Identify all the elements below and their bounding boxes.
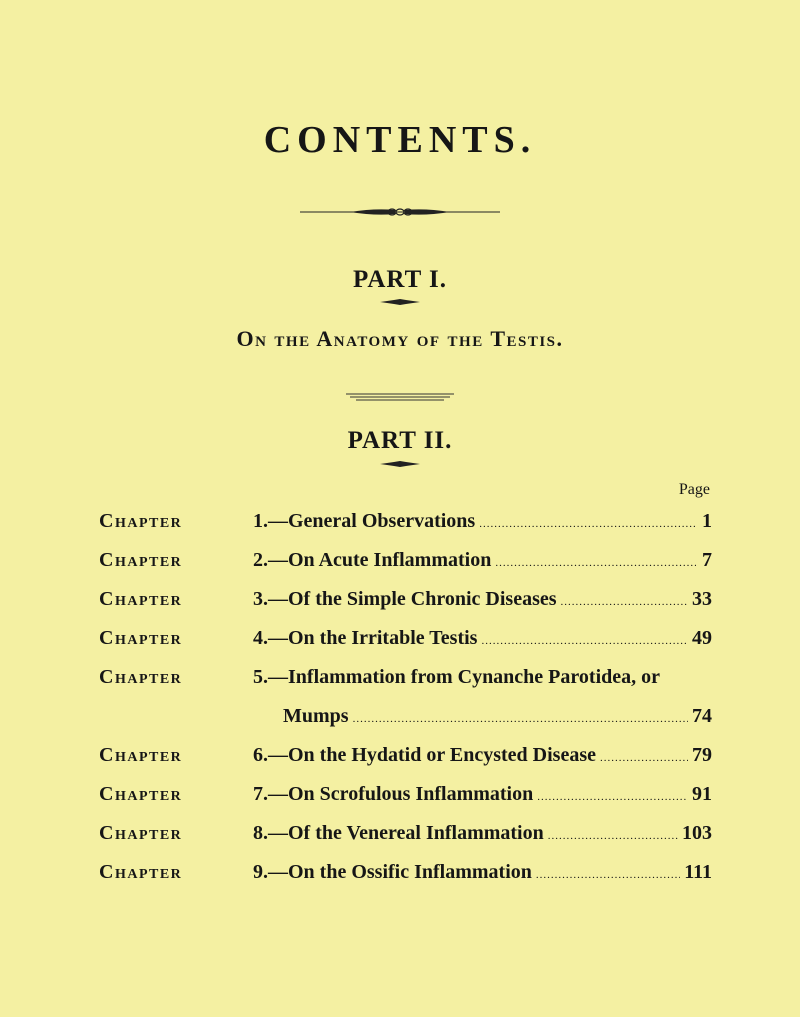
chapter-title: 6.—On the Hydatid or Encysted Disease	[253, 744, 596, 766]
page-number: 79	[692, 744, 712, 766]
page-number: 91	[692, 783, 712, 805]
page-number: 49	[692, 627, 712, 649]
chapter-title: 9.—On the Ossific Inflammation	[253, 861, 532, 883]
chapter-label: Chapter	[99, 510, 183, 532]
dot-leader	[561, 596, 688, 608]
dot-leader	[536, 869, 680, 881]
page-number: 74	[692, 705, 712, 727]
part-1-heading: PART I.	[352, 266, 448, 293]
double-rule-divider	[346, 392, 454, 402]
chapter-label: Chapter	[99, 783, 183, 805]
chapter-title: 8.—Of the Venereal Inflammation	[253, 822, 544, 844]
toc-row	[99, 510, 712, 540]
toc-row	[99, 783, 712, 813]
page-number: 7	[702, 549, 712, 571]
toc-row	[99, 588, 712, 618]
chapter-label: Chapter	[99, 822, 183, 844]
page-number: 111	[684, 861, 712, 883]
dot-leader	[481, 635, 688, 647]
dot-leader	[479, 518, 696, 530]
dot-leader	[353, 713, 688, 725]
chapter-title: Mumps	[283, 705, 349, 727]
toc-row	[99, 861, 712, 891]
toc-row	[99, 627, 712, 657]
chapter-label: Chapter	[99, 861, 183, 883]
chapter-label: Chapter	[99, 627, 183, 649]
part-1-subtitle: On the Anatomy of the Testis.	[236, 326, 564, 351]
small-ornament-part2	[380, 460, 420, 468]
chapter-title: 4.—On the Irritable Testis	[253, 627, 478, 649]
toc-row-continuation	[99, 705, 712, 735]
dot-leader	[537, 791, 688, 803]
dot-leader	[548, 830, 678, 842]
toc-row	[99, 822, 712, 852]
chapter-title: 1.—General Observations	[253, 510, 476, 532]
page-column-label: Page	[678, 481, 710, 498]
chapter-title: 5.—Inflammation from Cynanche Parotidea, or	[253, 666, 661, 688]
chapter-label: Chapter	[99, 549, 183, 571]
page-number: 1	[702, 510, 712, 532]
dot-leader	[600, 752, 688, 764]
chapter-title: 2.—On Acute Inflammation	[253, 549, 492, 571]
toc-row	[99, 549, 712, 579]
chapter-title: 7.—On Scrofulous Inflammation	[253, 783, 534, 805]
chapter-label: Chapter	[99, 666, 183, 688]
toc-row	[99, 666, 712, 696]
chapter-label: Chapter	[99, 588, 183, 610]
chapter-label: Chapter	[99, 744, 183, 766]
toc-row	[99, 744, 712, 774]
page-number: 33	[692, 588, 712, 610]
small-ornament-part1	[380, 298, 420, 306]
part-2-heading: PART II.	[347, 427, 453, 454]
page-number: 103	[682, 822, 712, 844]
dot-leader	[495, 557, 696, 569]
page-title: CONTENTS.	[263, 119, 537, 161]
ornamental-divider-top	[300, 206, 500, 218]
chapter-title: 3.—Of the Simple Chronic Diseases	[253, 588, 557, 610]
